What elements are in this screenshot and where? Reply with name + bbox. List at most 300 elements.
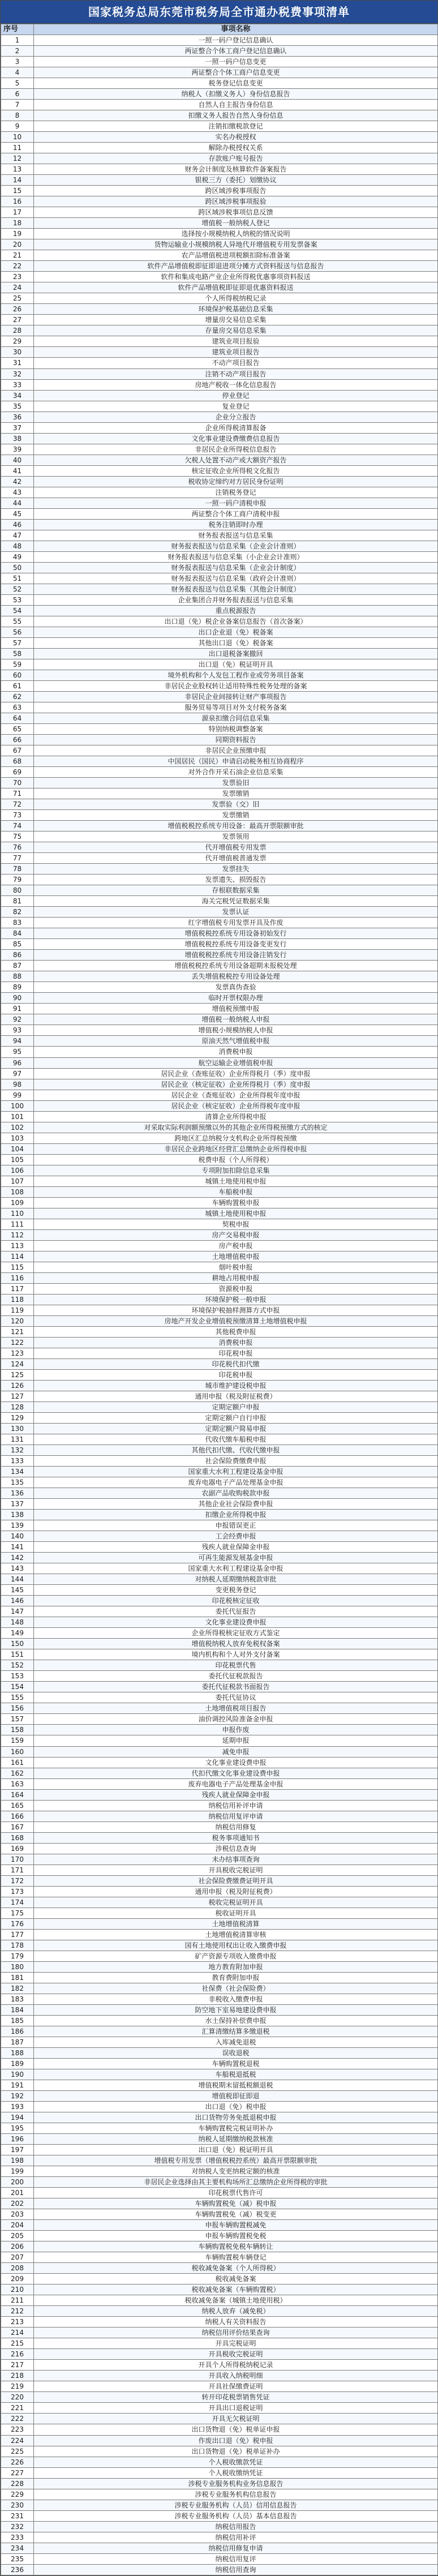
row-serial-number: 121 bbox=[1, 1326, 34, 1337]
table-row bbox=[1, 2145, 438, 2155]
row-item-name: 原油天然气增值税申报 bbox=[34, 1036, 438, 1047]
row-item-name: 开具税收完税证明 bbox=[34, 1865, 438, 1875]
row-item-name: 防空地下室易地建设费申报 bbox=[34, 2004, 438, 2015]
row-serial-number: 91 bbox=[1, 1004, 34, 1014]
row-item-name: 定期定额户申报 bbox=[34, 1402, 438, 1413]
table-row bbox=[1, 1143, 438, 1154]
row-serial-number: 31 bbox=[1, 358, 34, 368]
table-row bbox=[1, 57, 438, 67]
table-row bbox=[1, 35, 438, 46]
row-item-name: 废弃电器电子产品处理基金申报 bbox=[34, 1477, 438, 1488]
row-item-name: 印花税票代售 bbox=[34, 1660, 438, 1671]
table-row bbox=[1, 1467, 438, 1477]
row-serial-number: 234 bbox=[1, 2543, 34, 2553]
table-row bbox=[1, 1735, 438, 1746]
row-item-name: 纳税信用评价结果查询 bbox=[34, 2328, 438, 2338]
row-serial-number: 162 bbox=[1, 1768, 34, 1778]
row-item-name: 城镇土地使用税申报 bbox=[34, 1176, 438, 1186]
row-item-name: 非居民企业股权转让适用特殊性税务处理的备案 bbox=[34, 680, 438, 691]
row-item-name: 开具收入纳税明细 bbox=[34, 2371, 438, 2381]
table-row bbox=[1, 778, 438, 788]
table-row bbox=[1, 2295, 438, 2306]
row-item-name: 企业集团合并财务报表报送与信息采集 bbox=[34, 594, 438, 605]
row-item-name: 涉税专业服务机构（人员）基本信息报告 bbox=[34, 2510, 438, 2521]
table-row bbox=[1, 950, 438, 961]
row-item-name: 注销不动产项目报告 bbox=[34, 368, 438, 379]
row-item-name: 财务报表报送与信息采集 bbox=[34, 530, 438, 541]
row-item-name: 环境保护税抽样测算方式申报 bbox=[34, 1305, 438, 1315]
row-serial-number: 51 bbox=[1, 573, 34, 584]
table-row bbox=[1, 2521, 438, 2532]
row-serial-number: 186 bbox=[1, 2026, 34, 2037]
row-serial-number: 136 bbox=[1, 1488, 34, 1499]
table-row bbox=[1, 2198, 438, 2209]
row-serial-number: 18 bbox=[1, 218, 34, 229]
row-item-name: 临时开票权限办理 bbox=[34, 993, 438, 1004]
row-item-name: 非居民企业跨地区经营汇总缴纳企业所得税申报 bbox=[34, 1143, 438, 1154]
row-item-name: 纳税信用修复申请 bbox=[34, 2543, 438, 2553]
row-serial-number: 202 bbox=[1, 2198, 34, 2209]
row-serial-number: 169 bbox=[1, 1843, 34, 1854]
table-row bbox=[1, 261, 438, 272]
row-serial-number: 130 bbox=[1, 1424, 34, 1434]
table-row bbox=[1, 724, 438, 735]
row-serial-number: 35 bbox=[1, 401, 34, 412]
row-serial-number: 2 bbox=[1, 46, 34, 57]
row-serial-number: 42 bbox=[1, 476, 34, 487]
row-serial-number: 127 bbox=[1, 1391, 34, 1401]
table-row bbox=[1, 594, 438, 605]
row-item-name: 企业分立报告 bbox=[34, 412, 438, 422]
table-row bbox=[1, 1951, 438, 1961]
table-row bbox=[1, 2500, 438, 2510]
row-item-name: 注销税务登记 bbox=[34, 487, 438, 498]
table-row bbox=[1, 1983, 438, 1994]
row-item-name: 其他代扣代缴、代收代缴申报 bbox=[34, 1445, 438, 1456]
row-serial-number: 193 bbox=[1, 2102, 34, 2112]
table-row bbox=[1, 1413, 438, 1424]
table-row bbox=[1, 885, 438, 896]
row-serial-number: 181 bbox=[1, 1972, 34, 1983]
row-serial-number: 184 bbox=[1, 2004, 34, 2015]
table-row bbox=[1, 1068, 438, 1079]
row-serial-number: 106 bbox=[1, 1165, 34, 1176]
row-serial-number: 19 bbox=[1, 229, 34, 239]
table-row bbox=[1, 465, 438, 476]
row-serial-number: 205 bbox=[1, 2231, 34, 2241]
table-row bbox=[1, 2381, 438, 2392]
row-item-name: 申报车辆购置税免税 bbox=[34, 2231, 438, 2241]
row-item-name: 重点税源报告 bbox=[34, 605, 438, 616]
table-row bbox=[1, 2424, 438, 2435]
row-item-name: 通用申报（税及附征税费） bbox=[34, 1886, 438, 1897]
row-serial-number: 79 bbox=[1, 875, 34, 885]
row-item-name: 农产品增值税进项税额扣除标准备案 bbox=[34, 250, 438, 261]
row-serial-number: 87 bbox=[1, 961, 34, 971]
row-item-name: 油价调控风险准备金申报 bbox=[34, 1714, 438, 1725]
row-serial-number: 70 bbox=[1, 778, 34, 788]
row-item-name: 财务报表报送与信息采集（企业会计制度） bbox=[34, 562, 438, 573]
row-serial-number: 84 bbox=[1, 928, 34, 939]
row-item-name: 代扣代缴文化事业建设费申报 bbox=[34, 1768, 438, 1778]
table-row bbox=[1, 831, 438, 842]
row-serial-number: 82 bbox=[1, 907, 34, 918]
row-serial-number: 98 bbox=[1, 1079, 34, 1090]
table-row bbox=[1, 422, 438, 433]
row-serial-number: 135 bbox=[1, 1477, 34, 1488]
row-item-name: 其他出口退（免）税备案 bbox=[34, 637, 438, 648]
row-serial-number: 30 bbox=[1, 347, 34, 358]
row-serial-number: 117 bbox=[1, 1283, 34, 1294]
table-row bbox=[1, 2349, 438, 2360]
row-serial-number: 231 bbox=[1, 2510, 34, 2521]
row-serial-number: 132 bbox=[1, 1445, 34, 1456]
row-item-name: 未办结事项查询 bbox=[34, 1854, 438, 1865]
row-serial-number: 33 bbox=[1, 379, 34, 390]
row-item-name: 出口退（免）税企业备案信息报告（首次备案） bbox=[34, 616, 438, 627]
row-item-name: 资源税申报 bbox=[34, 1283, 438, 1294]
row-serial-number: 140 bbox=[1, 1531, 34, 1542]
row-serial-number: 114 bbox=[1, 1251, 34, 1262]
row-item-name: 代收代缴车船税申报 bbox=[34, 1434, 438, 1445]
row-item-name: 残疾人就业保障金申报 bbox=[34, 1789, 438, 1800]
row-item-name: 扣缴义务人报告自然人身份信息 bbox=[34, 110, 438, 121]
table-row bbox=[1, 304, 438, 315]
table-row bbox=[1, 2091, 438, 2102]
row-item-name: 委托代征税款报告 bbox=[34, 1671, 438, 1682]
row-item-name: 一照一码户登记信息确认 bbox=[34, 35, 438, 46]
row-item-name: 注销扣缴税款登记 bbox=[34, 121, 438, 132]
row-item-name: 对纳税人变更纳税定额的核准 bbox=[34, 2166, 438, 2177]
row-serial-number: 215 bbox=[1, 2338, 34, 2349]
row-item-name: 增值税税控系统专用设备初始发行 bbox=[34, 928, 438, 939]
table-row bbox=[1, 2047, 438, 2058]
row-serial-number: 142 bbox=[1, 1553, 34, 1563]
table-row bbox=[1, 1090, 438, 1100]
row-serial-number: 115 bbox=[1, 1262, 34, 1272]
row-serial-number: 23 bbox=[1, 272, 34, 282]
table-row bbox=[1, 2220, 438, 2231]
row-serial-number: 24 bbox=[1, 282, 34, 293]
table-row bbox=[1, 1875, 438, 1886]
row-item-name: 纳税信用补评 bbox=[34, 2532, 438, 2543]
row-serial-number: 129 bbox=[1, 1413, 34, 1424]
table-row bbox=[1, 2134, 438, 2145]
row-serial-number: 227 bbox=[1, 2467, 34, 2478]
row-serial-number: 226 bbox=[1, 2457, 34, 2467]
row-serial-number: 112 bbox=[1, 1229, 34, 1240]
row-item-name: 矿产资源专项收入缴费申报 bbox=[34, 1951, 438, 1961]
table-row bbox=[1, 1682, 438, 1692]
row-serial-number: 204 bbox=[1, 2220, 34, 2231]
row-item-name: 专项附加扣除信息采集 bbox=[34, 1165, 438, 1176]
table-row bbox=[1, 1358, 438, 1369]
table-row bbox=[1, 1596, 438, 1606]
row-item-name: 纳税人延期缴纳税款核准 bbox=[34, 2134, 438, 2145]
row-serial-number: 17 bbox=[1, 207, 34, 218]
table-row bbox=[1, 1832, 438, 1843]
row-serial-number: 148 bbox=[1, 1617, 34, 1628]
table-row bbox=[1, 2080, 438, 2090]
table-row bbox=[1, 1918, 438, 1929]
row-serial-number: 152 bbox=[1, 1660, 34, 1671]
table-row bbox=[1, 2564, 438, 2575]
row-item-name: 可再生能源发展基金申报 bbox=[34, 1553, 438, 1563]
table-row bbox=[1, 788, 438, 799]
table-row bbox=[1, 1369, 438, 1380]
table-row bbox=[1, 1499, 438, 1510]
table-row bbox=[1, 1778, 438, 1789]
table-row bbox=[1, 1865, 438, 1875]
row-serial-number: 103 bbox=[1, 1133, 34, 1143]
row-serial-number: 150 bbox=[1, 1639, 34, 1649]
row-serial-number: 52 bbox=[1, 584, 34, 594]
table-row bbox=[1, 2102, 438, 2112]
row-item-name: 开具社保缴费证明 bbox=[34, 2381, 438, 2392]
table-row bbox=[1, 1768, 438, 1778]
row-serial-number: 48 bbox=[1, 541, 34, 551]
row-item-name: 车辆购置税免税车辆转让 bbox=[34, 2241, 438, 2252]
row-item-name: 入库减免退税 bbox=[34, 2037, 438, 2047]
table-row bbox=[1, 433, 438, 444]
table-row bbox=[1, 325, 438, 336]
row-item-name: 企业所得税清算报备 bbox=[34, 422, 438, 433]
row-serial-number: 187 bbox=[1, 2037, 34, 2047]
table-row bbox=[1, 745, 438, 756]
row-item-name: 软件产品增值税即征即退进项分摊方式资料报送与信息报告 bbox=[34, 261, 438, 272]
row-serial-number: 213 bbox=[1, 2317, 34, 2328]
table-row bbox=[1, 1380, 438, 1391]
table-row bbox=[1, 1176, 438, 1186]
table-row bbox=[1, 1660, 438, 1671]
row-item-name: 印花税票代售许可 bbox=[34, 2188, 438, 2198]
row-item-name: 转开印花税票销售凭证 bbox=[34, 2392, 438, 2403]
table-row bbox=[1, 347, 438, 358]
table-row bbox=[1, 1477, 438, 1488]
row-item-name: 出口企业退（免）税备案 bbox=[34, 627, 438, 637]
row-item-name: 车辆购置税免（减）税变更 bbox=[34, 2209, 438, 2220]
table-row bbox=[1, 1553, 438, 1563]
table-row bbox=[1, 487, 438, 498]
row-serial-number: 77 bbox=[1, 853, 34, 864]
row-item-name: 纳税人（扣缴义务人）身份信息报告 bbox=[34, 89, 438, 100]
row-serial-number: 189 bbox=[1, 2058, 34, 2069]
row-item-name: 涉税专业服务机构业务信息报告 bbox=[34, 2478, 438, 2489]
table-row bbox=[1, 89, 438, 100]
row-serial-number: 138 bbox=[1, 1510, 34, 1520]
row-item-name: 居民企业（核定征收）企业所得税年度申报 bbox=[34, 1100, 438, 1111]
row-serial-number: 6 bbox=[1, 89, 34, 100]
row-item-name: 财务报表报送与信息采集（其他会计制度） bbox=[34, 584, 438, 594]
row-serial-number: 38 bbox=[1, 433, 34, 444]
table-row bbox=[1, 756, 438, 767]
row-serial-number: 185 bbox=[1, 2015, 34, 2026]
row-item-name: 红字增值税专用发票开具及作废 bbox=[34, 918, 438, 928]
row-serial-number: 78 bbox=[1, 864, 34, 875]
row-item-name: 税收减免备案（城镇土地使用税） bbox=[34, 2295, 438, 2306]
row-serial-number: 110 bbox=[1, 1208, 34, 1219]
row-item-name: 环境保护税基础信息采集 bbox=[34, 304, 438, 315]
table-row bbox=[1, 2467, 438, 2478]
row-item-name: 发票真伪查验 bbox=[34, 982, 438, 993]
row-serial-number: 59 bbox=[1, 659, 34, 670]
row-item-name: 税收证明开具 bbox=[34, 1908, 438, 1918]
row-item-name: 国有土地使用权出让收入缴费申报 bbox=[34, 1940, 438, 1951]
row-serial-number: 107 bbox=[1, 1176, 34, 1186]
table-row bbox=[1, 1186, 438, 1197]
row-serial-number: 200 bbox=[1, 2177, 34, 2188]
table-row bbox=[1, 993, 438, 1004]
table-row bbox=[1, 2123, 438, 2134]
row-item-name: 开具完税证明 bbox=[34, 2338, 438, 2349]
table-row bbox=[1, 1305, 438, 1315]
row-serial-number: 68 bbox=[1, 756, 34, 767]
row-item-name: 增值税纳税人放弃免税权备案 bbox=[34, 1639, 438, 1649]
row-item-name: 印花税核定征收 bbox=[34, 1596, 438, 1606]
row-item-name: 消费税申报 bbox=[34, 1047, 438, 1057]
row-item-name: 农副产品收购税款申报 bbox=[34, 1488, 438, 1499]
row-item-name: 增值税税控系统专用设备超期未报税处理 bbox=[34, 961, 438, 971]
table-row bbox=[1, 2414, 438, 2424]
table-row bbox=[1, 1219, 438, 1229]
table-row bbox=[1, 1488, 438, 1499]
row-item-name: 核定征收企业所得税文化报告 bbox=[34, 465, 438, 476]
row-serial-number: 27 bbox=[1, 315, 34, 325]
row-serial-number: 99 bbox=[1, 1090, 34, 1100]
row-item-name: 房产交易税申报 bbox=[34, 1229, 438, 1240]
row-serial-number: 40 bbox=[1, 455, 34, 465]
row-item-name: 教育费附加申报 bbox=[34, 1972, 438, 1983]
table-row bbox=[1, 519, 438, 530]
table-row bbox=[1, 2371, 438, 2381]
row-item-name: 房地产开发企业增值税预缴清算土地增值税申报 bbox=[34, 1315, 438, 1326]
row-serial-number: 218 bbox=[1, 2371, 34, 2381]
row-serial-number: 137 bbox=[1, 1499, 34, 1510]
row-item-name: 车辆购置税车辆登记 bbox=[34, 2252, 438, 2263]
row-serial-number: 3 bbox=[1, 57, 34, 67]
row-serial-number: 232 bbox=[1, 2521, 34, 2532]
table-row bbox=[1, 2026, 438, 2037]
row-serial-number: 141 bbox=[1, 1542, 34, 1553]
table-row bbox=[1, 573, 438, 584]
row-item-name: 停业登记 bbox=[34, 390, 438, 401]
row-serial-number: 131 bbox=[1, 1434, 34, 1445]
row-item-name: 同期资料报告 bbox=[34, 735, 438, 745]
table-row bbox=[1, 939, 438, 950]
row-serial-number: 73 bbox=[1, 810, 34, 821]
row-item-name: 纳税信用修复 bbox=[34, 1821, 438, 1832]
row-item-name: 耕地占用税申报 bbox=[34, 1272, 438, 1283]
table-row bbox=[1, 1961, 438, 1972]
row-item-name: 欠税人处置不动产或大额资产报告 bbox=[34, 455, 438, 465]
row-item-name: 水土保持补偿费申报 bbox=[34, 2015, 438, 2026]
row-serial-number: 172 bbox=[1, 1875, 34, 1886]
row-serial-number: 86 bbox=[1, 950, 34, 961]
table-row bbox=[1, 530, 438, 541]
row-serial-number: 233 bbox=[1, 2532, 34, 2543]
row-item-name: 非居民企业选择由其主要机构场所汇总缴纳企业所得税的审批 bbox=[34, 2177, 438, 2188]
row-item-name: 税务事项通知书 bbox=[34, 1832, 438, 1843]
row-serial-number: 166 bbox=[1, 1811, 34, 1821]
row-item-name: 扣缴企业所得税申报 bbox=[34, 1510, 438, 1520]
header-serial-number: 序号 bbox=[1, 24, 34, 35]
row-serial-number: 61 bbox=[1, 680, 34, 691]
table-row bbox=[1, 659, 438, 670]
table-row bbox=[1, 670, 438, 680]
table-row bbox=[1, 272, 438, 282]
row-serial-number: 219 bbox=[1, 2381, 34, 2392]
row-item-name: 城镇土地使用税申报 bbox=[34, 1208, 438, 1219]
table-row bbox=[1, 2317, 438, 2328]
row-item-name: 增值税税控系统专用设备：最高开票限额审批 bbox=[34, 821, 438, 831]
row-item-name: 土地增值税申报 bbox=[34, 1251, 438, 1262]
table-row bbox=[1, 1337, 438, 1348]
row-serial-number: 8 bbox=[1, 110, 34, 121]
row-serial-number: 188 bbox=[1, 2047, 34, 2058]
row-item-name: 清算企业所得税申报 bbox=[34, 1111, 438, 1122]
table-row bbox=[1, 2532, 438, 2543]
row-item-name: 作废出口退（免）税申报 bbox=[34, 2435, 438, 2446]
table-row bbox=[1, 864, 438, 875]
table-row bbox=[1, 143, 438, 153]
table-row bbox=[1, 961, 438, 971]
row-item-name: 发票领用 bbox=[34, 831, 438, 842]
row-serial-number: 156 bbox=[1, 1703, 34, 1714]
row-item-name: 出口货物退（免）税单证补办 bbox=[34, 2446, 438, 2457]
row-serial-number: 210 bbox=[1, 2284, 34, 2295]
row-serial-number: 160 bbox=[1, 1746, 34, 1757]
row-item-name: 财务报表报送与信息采集（企业会计准则） bbox=[34, 541, 438, 551]
table-row bbox=[1, 476, 438, 487]
table-row bbox=[1, 1251, 438, 1262]
row-serial-number: 179 bbox=[1, 1951, 34, 1961]
row-item-name: 不动产项目报告 bbox=[34, 358, 438, 368]
table-row bbox=[1, 1886, 438, 1897]
row-serial-number: 15 bbox=[1, 186, 34, 196]
row-item-name: 代开增值税专用发票 bbox=[34, 842, 438, 853]
row-serial-number: 75 bbox=[1, 831, 34, 842]
row-serial-number: 102 bbox=[1, 1122, 34, 1133]
row-item-name: 委托代征报告 bbox=[34, 1606, 438, 1617]
table-row bbox=[1, 282, 438, 293]
table-row bbox=[1, 853, 438, 864]
row-serial-number: 167 bbox=[1, 1821, 34, 1832]
table-row bbox=[1, 2338, 438, 2349]
row-serial-number: 214 bbox=[1, 2328, 34, 2338]
table-row bbox=[1, 2015, 438, 2026]
row-item-name: 出口货物劳务免抵退税申报 bbox=[34, 2112, 438, 2123]
row-serial-number: 153 bbox=[1, 1671, 34, 1682]
row-item-name: 一照一码户信息变更 bbox=[34, 57, 438, 67]
row-item-name: 税收完税证明开具 bbox=[34, 1897, 438, 1908]
table-row bbox=[1, 2241, 438, 2252]
row-serial-number: 154 bbox=[1, 1682, 34, 1692]
table-row bbox=[1, 390, 438, 401]
row-serial-number: 196 bbox=[1, 2134, 34, 2145]
row-item-name: 自然人自主报告身份信息 bbox=[34, 100, 438, 110]
row-item-name: 出口退税备案撤回 bbox=[34, 648, 438, 659]
row-item-name: 财务会计制度及核算软件备案报告 bbox=[34, 164, 438, 175]
row-item-name: 存款账户账号报告 bbox=[34, 153, 438, 164]
table-row bbox=[1, 2478, 438, 2489]
row-item-name: 对外合作开采石油企业信息采集 bbox=[34, 767, 438, 778]
row-serial-number: 211 bbox=[1, 2295, 34, 2306]
row-item-name: 涉税信息查询 bbox=[34, 1843, 438, 1854]
table-row bbox=[1, 702, 438, 713]
table-row bbox=[1, 907, 438, 918]
row-serial-number: 25 bbox=[1, 293, 34, 304]
row-item-name: 土地增值税清算 bbox=[34, 1918, 438, 1929]
